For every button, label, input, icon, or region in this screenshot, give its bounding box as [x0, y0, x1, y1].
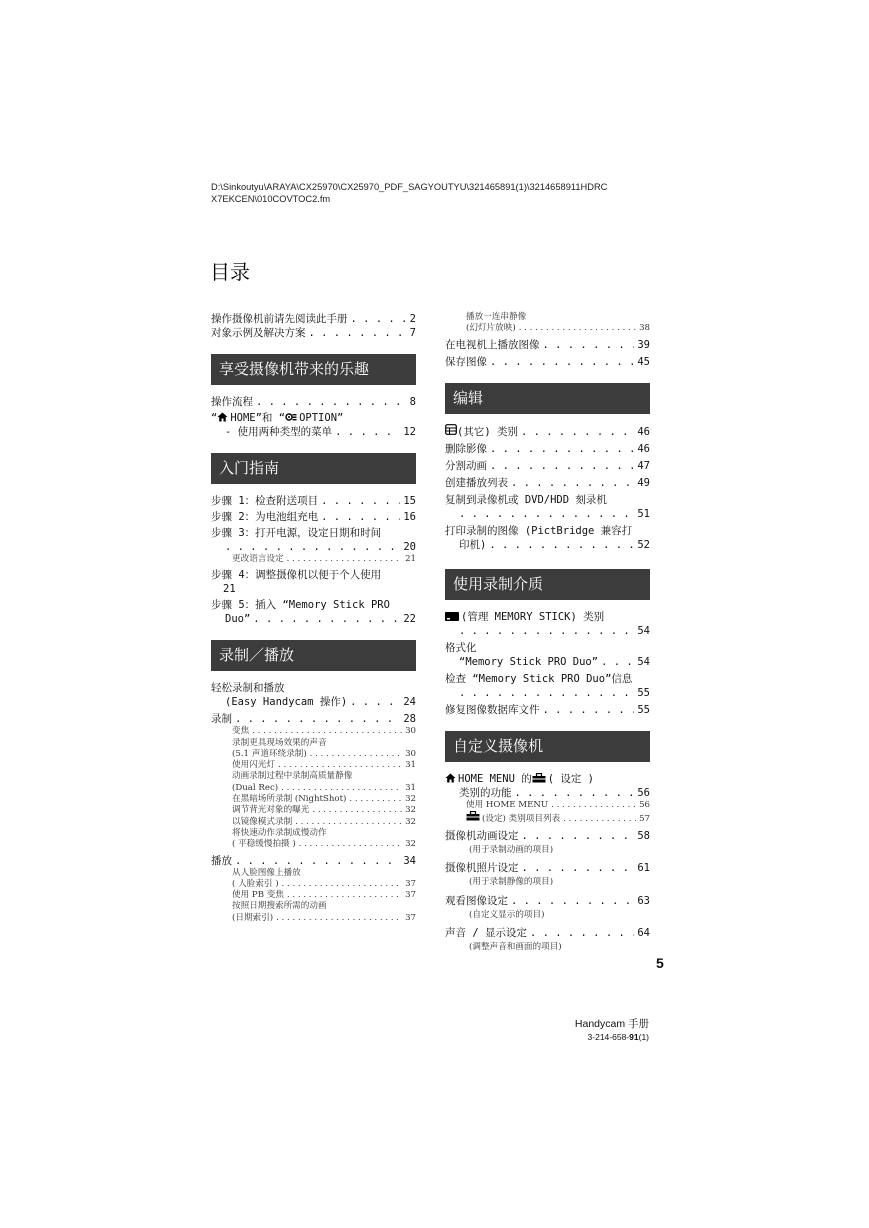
toc-entry-line[interactable]: 步骤 4：调整摄像机以便于个人使用 — [211, 569, 382, 582]
toc-entry-line[interactable]: 步骤 5：插入 “Memory Stick PRO — [211, 599, 390, 612]
toc-entry-line[interactable]: 格式化 — [445, 641, 477, 654]
toc-entry-page: 16 — [403, 511, 416, 523]
toc-entry-page: 32 — [405, 794, 416, 805]
toc-entry-title: 调节背光对象的曝光 — [232, 805, 310, 816]
toc-entry-page: 8 — [409, 396, 416, 408]
toc-entry-page: 28 — [403, 713, 416, 726]
footer — [575, 1017, 649, 1043]
toc-entry-page: 37 — [405, 878, 416, 889]
toc-entry-page: 24 — [403, 696, 416, 709]
section-heading: 自定义摄像机 — [445, 731, 650, 762]
toc-entry-page: 20 — [403, 541, 416, 553]
toc-entry[interactable] — [211, 612, 416, 626]
toc-entry-page: 12 — [403, 426, 416, 438]
toc-subentry[interactable] — [445, 323, 650, 334]
toc-entry-title: (5.1 声道环绕录制) — [232, 748, 307, 759]
toc-subentry-line[interactable]: 动画录制过程中录制高质量静像 — [232, 771, 353, 782]
toc-entry-line[interactable]: 轻松录制和播放 — [211, 682, 285, 695]
toc-entry-page: 56 — [637, 786, 650, 799]
toc-subentry-line[interactable]: 播放一连串静像 — [466, 312, 527, 322]
toc-entry-title: (日期索引) — [232, 912, 274, 923]
home-icon — [445, 773, 456, 783]
toc-entry[interactable] — [445, 424, 650, 439]
toc-subentry-line[interactable]: (调整声音和画面的项目) — [469, 942, 562, 953]
file-path-line: X7EKCEN\010COVTOC2.fm — [211, 194, 331, 204]
toc-subentry[interactable] — [211, 794, 416, 805]
toc-entry-line[interactable]: 检查 “Memory Stick PRO Duo”信息 — [445, 672, 633, 685]
toc-subentry[interactable] — [211, 839, 416, 850]
toc-entry[interactable] — [445, 338, 650, 352]
toc-subentry[interactable] — [211, 805, 416, 816]
toc-entry-title: 保存图像 — [445, 355, 487, 368]
toc-entry-page: 22 — [403, 613, 416, 626]
page-number: 5 — [656, 955, 664, 971]
toc-entry-title: 观看图像设定 — [445, 894, 508, 907]
toc-entry[interactable] — [445, 894, 650, 908]
toc-entry-page: 52 — [637, 538, 650, 551]
toc-subentry-line[interactable]: 按照日期搜索所需的动画 — [232, 901, 327, 912]
toc-entry[interactable] — [211, 494, 416, 508]
toc-entry-page: 56 — [639, 799, 650, 810]
toc-subentry[interactable] — [211, 913, 416, 924]
toc-entry-page: 63 — [637, 894, 650, 907]
toc-entry-title: 摄像机照片设定 — [445, 862, 519, 875]
file-path-header — [211, 181, 661, 205]
toc-subentry-line[interactable]: 从人脸图像上播放 — [232, 867, 301, 878]
toc-entry-page: 46 — [637, 442, 650, 455]
toc-entry[interactable] — [445, 926, 650, 940]
toc-entry[interactable] — [211, 540, 416, 554]
toc-entry-page: 55 — [637, 703, 650, 716]
toc-entry-page: 64 — [637, 927, 650, 940]
toc-entry[interactable] — [211, 395, 416, 409]
toc-entry[interactable] — [445, 507, 650, 521]
toc-entry-title: (Easy Handycam 操作) — [225, 696, 348, 709]
toc-entry-page: 31 — [405, 782, 416, 793]
section-heading: 入门指南 — [211, 453, 416, 484]
toc-entry-page: 46 — [637, 425, 650, 438]
toc-entry-page: 47 — [637, 459, 650, 472]
footer-product: Handycam 手册 — [574, 1018, 649, 1030]
toc-entry-title: 步骤 2：为电池组充电 — [211, 511, 319, 523]
toc-entry-title: (其它) 类别 — [457, 425, 518, 438]
toc-entry-title: 修复图像数据库文件 — [445, 703, 540, 716]
toc-entry-title: 摄像机动画设定 — [445, 830, 519, 843]
toc-entry[interactable] — [445, 624, 650, 638]
memory-stick-icon — [445, 612, 459, 621]
toc-entry-title: 以镜像模式录制 — [232, 816, 293, 827]
toc-entry[interactable] — [211, 695, 416, 709]
section-heading: 编辑 — [445, 383, 650, 414]
page-title: 目录 — [210, 260, 250, 284]
toc-subentry-line[interactable]: (用于录制静像的项目) — [469, 877, 554, 888]
toc-entry[interactable] — [211, 326, 416, 340]
toc-entry-title: 删除影像 — [445, 442, 487, 455]
toc-subentry[interactable] — [211, 554, 416, 565]
toc-subentry-line[interactable]: 录制更具现场效果的声音 — [232, 737, 327, 748]
toc-subentry[interactable] — [211, 879, 416, 890]
toc-entry-page: 32 — [405, 805, 416, 816]
toc-entry[interactable] — [211, 312, 416, 326]
toc-entry-line[interactable]: 步骤 3：打开电源，设定日期和时间 — [211, 527, 382, 539]
toc-entry[interactable] — [445, 538, 650, 552]
toc-entry-title: Duo” — [225, 613, 251, 626]
toc-entry-title: 印机) — [459, 538, 487, 551]
toc-right-column — [445, 312, 650, 953]
toc-entry-title: 更改语言设定 — [232, 554, 284, 564]
toc-entry-title: “Memory Stick PRO Duo” — [459, 655, 599, 668]
toc-subentry[interactable] — [211, 726, 416, 737]
toc-subentry-line[interactable]: 将快速动作录制成慢动作 — [232, 827, 327, 838]
toc-entry-page: 37 — [405, 890, 416, 901]
toc-entry-line[interactable]: 打印录制的图像 (PictBridge 兼容打 — [445, 524, 633, 537]
toc-entry-title: 类别的功能 — [459, 786, 512, 799]
toc-entry-page: 31 — [405, 760, 416, 771]
toc-entry-title: 在黑暗场所录制 (NightShot) — [232, 794, 347, 805]
toc-entry[interactable] — [445, 829, 650, 843]
toc-entry-page: 57 — [639, 813, 650, 824]
toc-entry[interactable] — [445, 459, 650, 473]
toc-entry-title: (幻灯片放映) — [466, 323, 516, 334]
toc-left-column — [211, 312, 416, 924]
toc-entry-page: 30 — [405, 726, 416, 737]
toc-entry[interactable] — [445, 703, 650, 717]
toc-subentry[interactable] — [211, 890, 416, 901]
toc-entry-page: 54 — [637, 655, 650, 668]
toc-subentry[interactable] — [445, 800, 650, 811]
toc-entry-title: ( 平稳缓慢拍摄 ) — [232, 839, 296, 850]
toc-entry-page: 54 — [637, 624, 650, 637]
toc-entry-page: 32 — [405, 816, 416, 827]
toc-entry-line[interactable]: 复制到录像机或 DVD/HDD 刻录机 — [445, 493, 607, 506]
toc-entry-page: 30 — [405, 748, 416, 759]
toc-entry-page: 51 — [637, 507, 650, 520]
section-heading: 录制／播放 — [211, 640, 416, 671]
toc-entry-title: 创建播放列表 — [445, 476, 508, 489]
toc-entry-title: 使用闪光灯 — [232, 760, 275, 771]
toc-entry-title: - 使用两种类型的菜单 — [225, 426, 333, 438]
toc-entry[interactable] — [445, 442, 650, 456]
toc-entry-line[interactable]: “ HOME”和 “ OPTION” — [211, 412, 344, 424]
toc-entry-page: 34 — [403, 854, 416, 867]
toc-entry-page: 37 — [405, 912, 416, 923]
toc-entry-page: 39 — [637, 338, 650, 351]
toc-entry[interactable] — [445, 786, 650, 800]
toc-entry[interactable] — [445, 655, 650, 669]
toc-entry[interactable] — [445, 476, 650, 490]
toc-entry-page: 15 — [403, 495, 416, 507]
toc-entry-title: 使用 PB 变焦 — [232, 890, 284, 901]
file-path-line: D:\Sinkoutyu\ARAYA\CX25970\CX25970_PDF_SAGYOUTYU\321465891(1)\3214658911HDRC — [211, 182, 608, 192]
toc-entry-title: 步骤 1：检查附送项目 — [211, 495, 319, 507]
toc-subentry-line[interactable]: (自定义显示的项目) — [469, 909, 545, 920]
toc-entry-title: (设定) 类别项目列表 — [482, 813, 561, 824]
toc-entry-page: 38 — [639, 323, 650, 334]
section-heading: 享受摄像机带来的乐趣 — [211, 354, 416, 385]
toolbox-icon — [466, 811, 480, 821]
home-icon — [217, 412, 228, 422]
toc-entry-title: 对象示例及解决方案 — [211, 327, 306, 339]
toc-entry-page: 45 — [637, 355, 650, 368]
section-heading: 使用录制介质 — [445, 569, 650, 600]
toolbox-icon — [532, 773, 546, 783]
toc-entry-page: 7 — [409, 327, 416, 339]
toc-entry-page: 55 — [637, 686, 650, 699]
toc-subentry[interactable] — [445, 811, 650, 825]
other-category-icon — [445, 424, 457, 435]
toc-entry-title: 操作摄像机前请先阅读此手册 — [211, 313, 348, 325]
toc-entry[interactable] — [445, 355, 650, 369]
toc-entry-line[interactable]: (管理 MEMORY STICK) 类别 — [445, 610, 650, 624]
toc-subentry[interactable] — [211, 783, 416, 794]
toc-entry-title: ( 人脸索引 ) — [232, 878, 279, 889]
toc-entry[interactable] — [211, 854, 416, 868]
toc-entry-page: 61 — [637, 862, 650, 875]
toc-entry-title: 操作流程 — [211, 396, 253, 408]
toc-entry[interactable] — [445, 861, 650, 875]
toc-subentry-line[interactable]: (用于录制动画的项目) — [469, 845, 554, 856]
toc-entry-title: 录制 — [211, 713, 232, 726]
option-icon — [285, 412, 297, 422]
toc-entry-title: 使用 HOME MENU — [466, 799, 549, 810]
footer-code: 3-214-658-91(1) — [587, 1032, 649, 1042]
toc-subentry[interactable] — [211, 760, 416, 771]
toc-subentry[interactable] — [211, 749, 416, 760]
toc-subentry[interactable] — [211, 817, 416, 828]
toc-entry-title: 播放 — [211, 854, 232, 867]
toc-entry-title: 变焦 — [232, 726, 250, 737]
toc-entry-page: 32 — [405, 839, 416, 850]
toc-entry[interactable] — [445, 686, 650, 700]
toc-entry-page: 2 — [409, 313, 416, 325]
toc-entry-title: 分割动画 — [445, 459, 487, 472]
toc-entry-page: 58 — [637, 830, 650, 843]
toc-entry[interactable] — [211, 425, 416, 439]
toc-entry-page: 21 — [405, 554, 416, 564]
toc-entry-title: 声音 / 显示设定 — [445, 927, 527, 940]
toc-entry-line[interactable]: HOME MENU 的 ( 设定 ) — [445, 772, 650, 786]
toc-entry[interactable] — [211, 510, 416, 524]
toc-entry-title: 在电视机上播放图像 — [445, 338, 540, 351]
toc-entry-page: 49 — [637, 476, 650, 489]
toc-entry-title: (Dual Rec) — [232, 782, 279, 793]
toc-entry-page[interactable]: 21 — [223, 583, 236, 596]
toc-entry[interactable] — [211, 712, 416, 726]
